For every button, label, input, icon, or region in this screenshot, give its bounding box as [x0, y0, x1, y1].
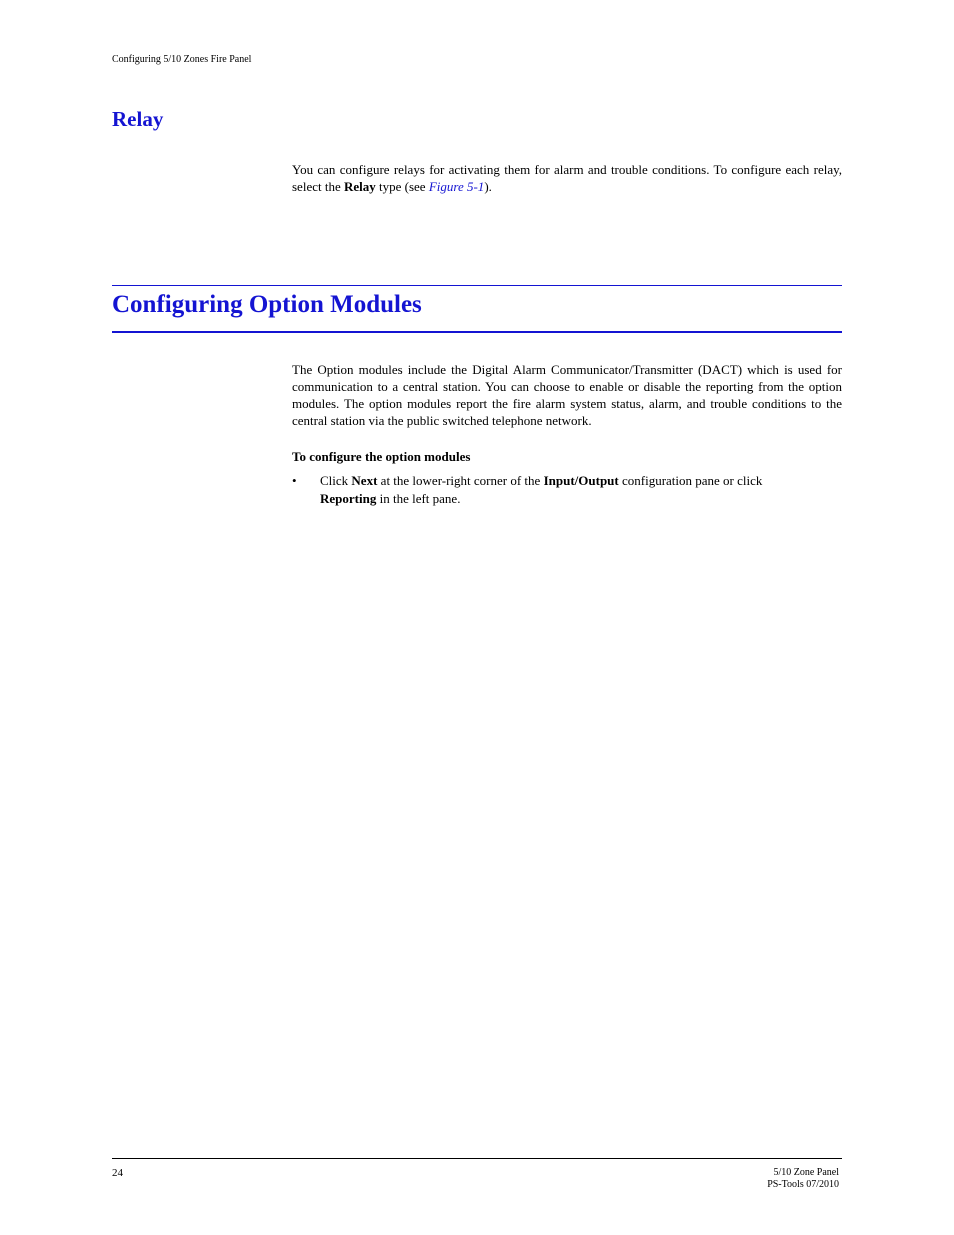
step-text-2: at the lower-right corner of the	[377, 473, 544, 488]
section-title-relay: Relay	[112, 107, 164, 131]
step-bold-reporting: Reporting	[320, 491, 377, 506]
footer-info	[767, 1167, 839, 1191]
chapter-rule-bottom	[112, 331, 842, 333]
relay-paragraph	[292, 161, 842, 195]
bullet-mark: •	[292, 473, 297, 488]
chapter-rule-top	[112, 285, 842, 286]
figure-link[interactable]: Figure 5-1	[428, 179, 485, 194]
running-header: Configuring 5/10 Zones Fire Panel	[112, 54, 252, 65]
relay-text-1: You can configure relays for activating them for alarm and trouble conditions. To configure each relay, select the	[292, 162, 842, 194]
relay-bold-term: Relay	[343, 179, 376, 194]
step-text-4: in the left pane.	[376, 491, 461, 506]
step-text-3: configuration pane or click	[618, 473, 763, 488]
footer-version: PS-Tools 07/2010	[767, 1179, 839, 1190]
footer-rule	[112, 1158, 842, 1159]
step-bold-input-output: Input/Output	[543, 473, 619, 488]
procedure-heading: To configure the option modules	[292, 449, 471, 464]
relay-text-3: ).	[484, 179, 492, 194]
relay-text-2: type (see	[375, 179, 429, 194]
procedure-step	[320, 472, 830, 508]
step-text-1: Click	[320, 473, 352, 488]
footer-product: 5/10 Zone Panel	[773, 1167, 839, 1178]
page-number: 24	[112, 1167, 123, 1179]
step-bold-next: Next	[351, 473, 378, 488]
option-modules-paragraph: The Option modules include the Digital Alarm Communicator/Transmitter (DACT) which is used for communication to a central station. You can choose to enable or disable the reporting from the option modules. The option modules report the fire alarm system status, alarm, and trouble conditions to the central station via the public switched telephone network.	[292, 362, 842, 428]
section-title-option-modules: Configuring Option Modules	[112, 291, 422, 318]
